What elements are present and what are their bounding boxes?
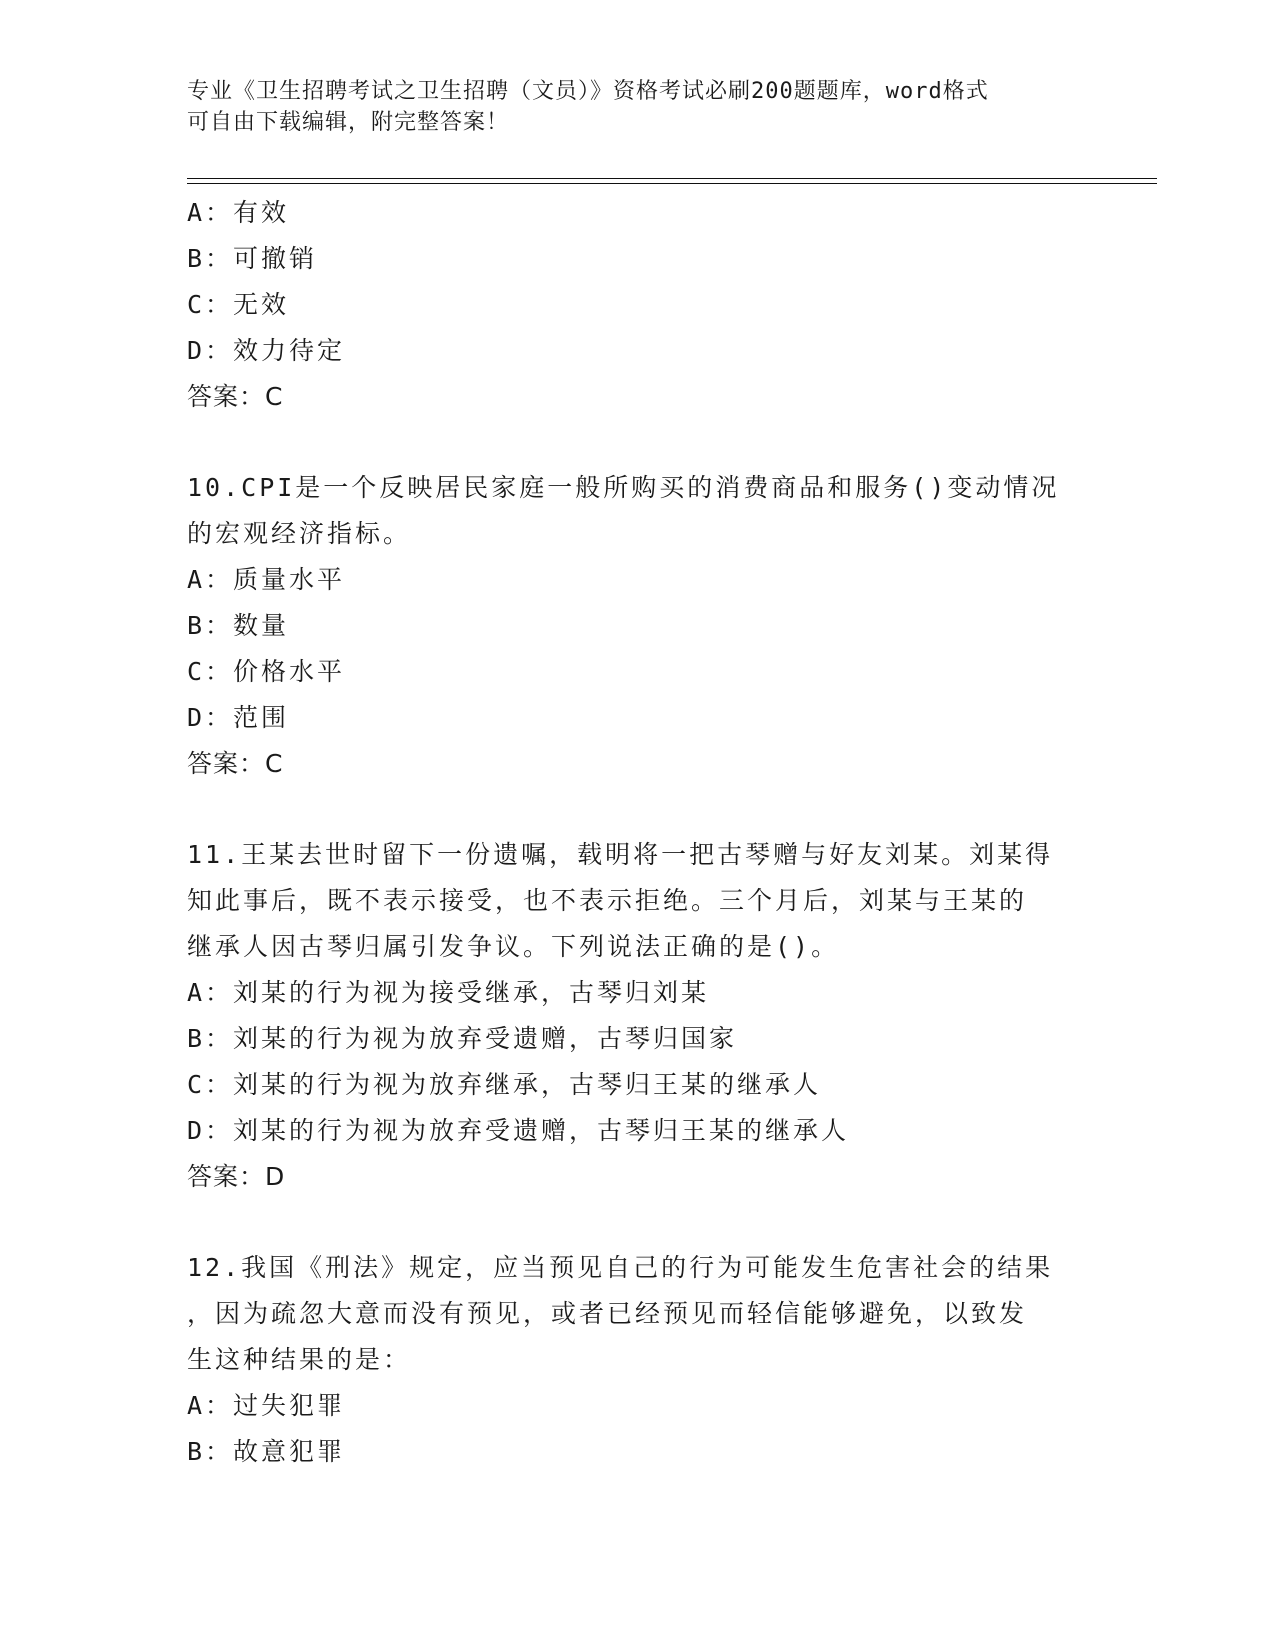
header-divider-top	[187, 178, 1157, 179]
answer-line: 答案：C	[187, 749, 284, 778]
document-header	[187, 76, 1087, 138]
answer-line: 答案：C	[187, 382, 284, 411]
option-d: D：范围	[187, 703, 290, 732]
option-c: C：无效	[187, 290, 290, 319]
question-text-line: 11.王某去世时留下一份遗嘱，载明将一把古琴赠与好友刘某。刘某得	[187, 840, 1054, 869]
question-11-block	[187, 832, 1087, 1200]
question-text-line: ，因为疏忽大意而没有预见，或者已经预见而轻信能够避免，以致发	[187, 1299, 1028, 1328]
option-a: A：过失犯罪	[187, 1391, 346, 1420]
header-line-1: 专业《卫生招聘考试之卫生招聘（文员）》资格考试必刷200题题库，word格式	[187, 79, 989, 104]
question-gap	[187, 420, 1087, 465]
question-text-line: 继承人因古琴归属引发争议。下列说法正确的是()。	[187, 932, 840, 961]
question-text-line: 10.CPI是一个反映居民家庭一般所购买的消费商品和服务()变动情况	[187, 473, 1060, 502]
question-text-line: 的宏观经济指标。	[187, 519, 412, 548]
option-a: A：刘某的行为视为接受继承，古琴归刘某	[187, 978, 710, 1007]
question-10-block	[187, 465, 1087, 787]
question-gap	[187, 787, 1087, 832]
question-list	[187, 190, 1087, 1475]
answer-line: 答案：D	[187, 1162, 286, 1191]
option-b: B：可撤销	[187, 244, 318, 273]
question-gap	[187, 1200, 1087, 1245]
question-12-block	[187, 1245, 1087, 1475]
option-a: A：有效	[187, 198, 290, 227]
question-9-block	[187, 190, 1087, 420]
option-a: A：质量水平	[187, 565, 346, 594]
option-b: B：数量	[187, 611, 290, 640]
option-d: D：效力待定	[187, 336, 346, 365]
option-b: B：刘某的行为视为放弃受遗赠，古琴归国家	[187, 1024, 738, 1053]
option-b: B：故意犯罪	[187, 1437, 346, 1466]
header-line-2: 可自由下载编辑，附完整答案！	[187, 110, 510, 135]
option-c: C：刘某的行为视为放弃继承，古琴归王某的继承人	[187, 1070, 822, 1099]
option-d: D：刘某的行为视为放弃受遗赠，古琴归王某的继承人	[187, 1116, 850, 1145]
question-text-line: 12.我国《刑法》规定，应当预见自己的行为可能发生危害社会的结果	[187, 1253, 1054, 1282]
option-c: C：价格水平	[187, 657, 346, 686]
header-divider-bottom	[187, 183, 1157, 184]
question-text-line: 知此事后，既不表示接受，也不表示拒绝。三个月后，刘某与王某的	[187, 886, 1028, 915]
question-text-line: 生这种结果的是：	[187, 1345, 412, 1374]
